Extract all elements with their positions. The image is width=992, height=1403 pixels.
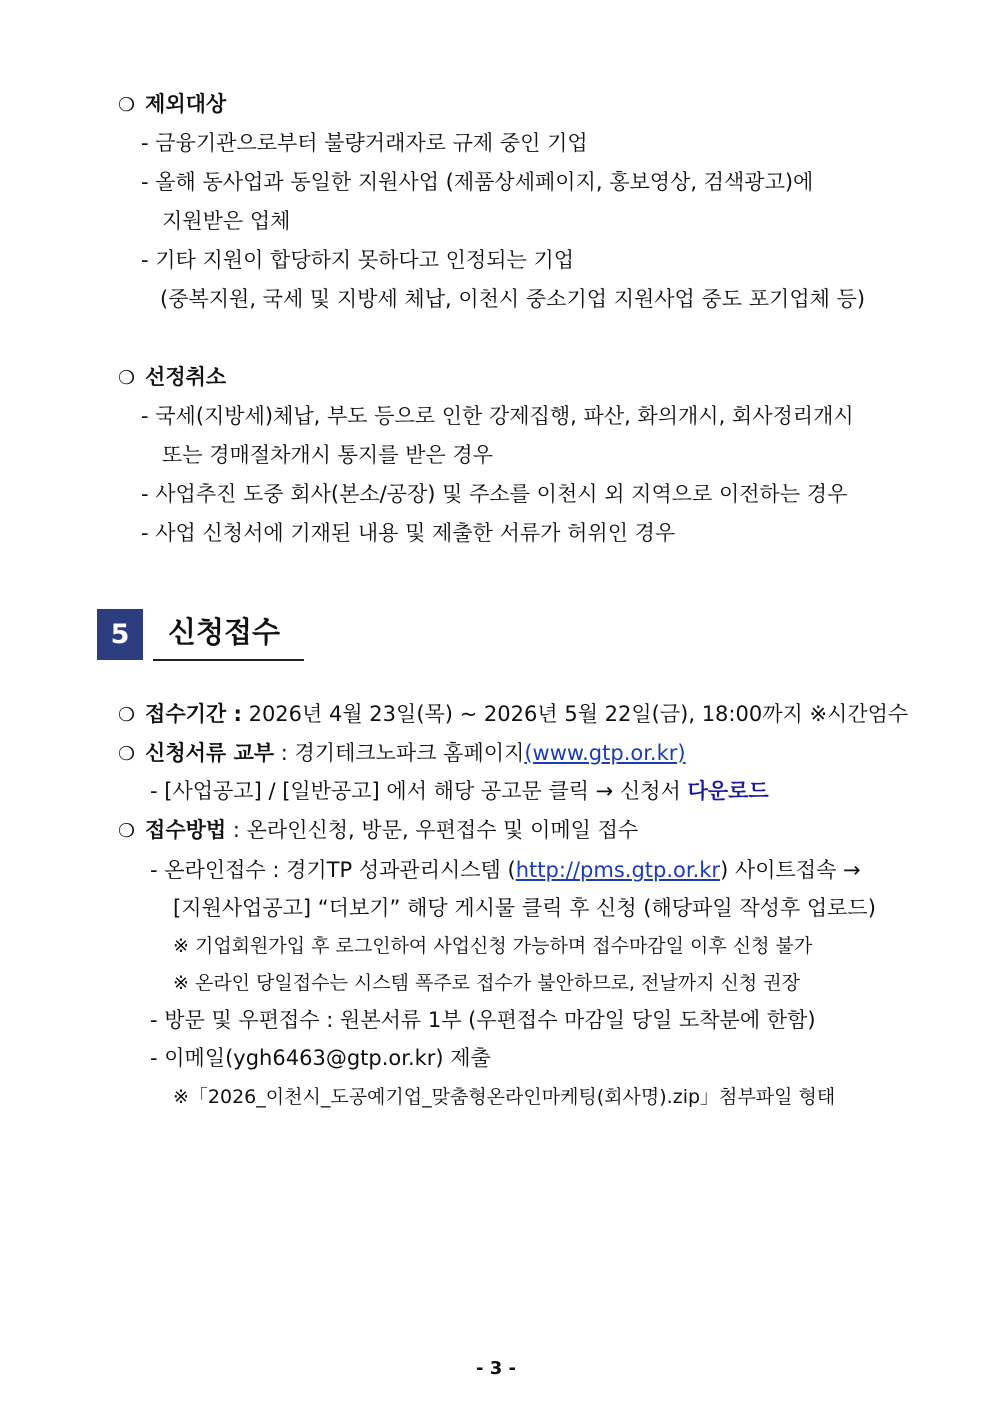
section-number-badge: 5 — [97, 609, 143, 660]
section-title: 신청접수 — [168, 615, 281, 649]
page-number: - 3 - — [476, 1358, 516, 1379]
docs-sub-line — [150, 778, 769, 804]
exclusion-title: 제외대상 — [145, 92, 227, 116]
homepage-link[interactable]: (www.gtp.or.kr) — [524, 741, 686, 765]
exclusion-item: - 금융기관으로부터 불량거래자로 규제 중인 기업 — [141, 131, 588, 155]
method-text: : 온라인신청, 방문, 우편접수 및 이메일 접수 — [226, 818, 639, 842]
method-label: 접수방법 — [145, 818, 227, 842]
cancellation-item: - 사업추진 도중 회사(본소/공장) 및 주소를 이천시 외 지역으로 이전하는 경우 — [141, 482, 848, 506]
docs-label: 신청서류 교부 — [145, 741, 275, 765]
email-line: - 이메일(ygh6463@gtp.or.kr) 제출 — [150, 1046, 491, 1070]
cancellation-heading — [118, 364, 226, 391]
docs-text: : 경기테크노파크 홈페이지 — [274, 741, 525, 765]
period-text: 2026년 4월 23일(목) ~ 2026년 5월 22일(금), 18:00까지 ※시간엄수 — [241, 702, 909, 726]
circle-bullet-icon: ❍ — [118, 367, 136, 389]
cancellation-item: - 국세(지방세)체납, 부도 등으로 인한 강제집행, 파산, 화의개시, 회사정리개시 — [141, 404, 854, 428]
note-line: ※ 온라인 당일접수는 시스템 폭주로 접수가 불안하므로, 전날까지 신청 권장 — [173, 972, 800, 994]
online-post: ) 사이트접속 → — [720, 858, 861, 882]
circle-bullet-icon: ❍ — [118, 704, 136, 726]
pms-link[interactable]: http://pms.gtp.or.kr — [515, 858, 721, 882]
method-line — [118, 817, 638, 844]
attach-note: ※「2026_이천시_도공예기업_맞춤형온라인마케팅(회사명).zip」첨부파일 형태 — [173, 1086, 836, 1108]
period-label: 접수기간 : — [145, 702, 242, 726]
period-line — [118, 701, 908, 728]
exclusion-item: 지원받은 업체 — [162, 209, 291, 233]
docs-line — [118, 740, 686, 767]
cancellation-item: - 사업 신청서에 기재된 내용 및 제출한 서류가 허위인 경우 — [141, 521, 676, 545]
exclusion-item: - 올해 동사업과 동일한 지원사업 (제품상세페이지, 홍보영상, 검색광고)에 — [141, 170, 814, 194]
online-pre: - 온라인접수 : 경기TP 성과관리시스템 ( — [150, 858, 516, 882]
online-cont: [지원사업공고] “더보기” 해당 게시물 클릭 후 신청 (해당파일 작성후 업로드) — [173, 896, 876, 920]
section-underline — [153, 659, 304, 661]
visit-line: - 방문 및 우편접수 : 원본서류 1부 (우편접수 마감일 당일 도착분에 한함) — [150, 1008, 816, 1032]
exclusion-item: (중복지원, 국세 및 지방세 체납, 이천시 중소기업 지원사업 중도 포기업체 등) — [160, 287, 866, 311]
cancellation-item: 또는 경매절차개시 통지를 받은 경우 — [162, 443, 493, 467]
download-emphasis: 다운로드 — [687, 779, 769, 803]
circle-bullet-icon: ❍ — [118, 94, 136, 116]
exclusion-heading — [118, 91, 226, 118]
exclusion-item: - 기타 지원이 합당하지 못하다고 인정되는 기업 — [141, 248, 575, 272]
circle-bullet-icon: ❍ — [118, 743, 136, 765]
note-line: ※ 기업회원가입 후 로그인하여 사업신청 가능하며 접수마감일 이후 신청 불가 — [173, 935, 813, 957]
docs-sub-text: - [사업공고] / [일반공고] 에서 해당 공고문 클릭 → 신청서 — [150, 779, 688, 803]
circle-bullet-icon: ❍ — [118, 820, 136, 842]
online-line — [150, 857, 861, 883]
cancellation-title: 선정취소 — [145, 365, 227, 389]
